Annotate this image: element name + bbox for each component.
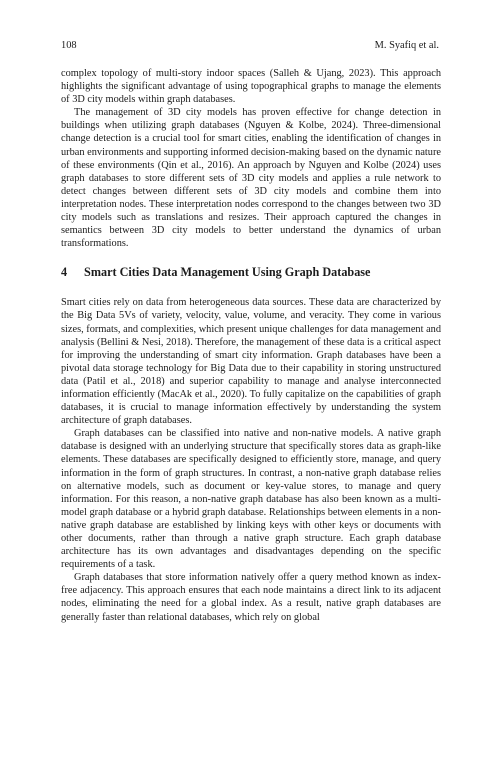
page-number: 108 [61,40,77,51]
paragraph-smart-city-data: Smart cities rely on data from heterogeneous data sources. These data are characterized by the Big Data 5Vs of variety, velocity, value, volume, and veracity. They come in various sizes, formats, and complexities, which present unique challenges for data management and analysis (Bellini & Nesi, 2018). Therefore, the management of these data is a critical aspect for improving the understanding of smart city information. Graph databases have been a pivotal data storage technology for Big Data due to their capability in storing unstructured data (Patil et al., 2018) and superior capability to manage and analyse interconnected information efficiently (MacAk et al., 2020). To fully capitalize on the capabilities of graph databases, it is crucial to manage information effectively by understanding the system architecture of graph databases. [61,297,441,427]
page-body [61,67,441,624]
running-header [61,40,439,54]
running-head-authors: M. Syafiq et al. [374,40,439,51]
paragraph-native-nonnative: Graph databases can be classified into native and non-native models. A native graph database is designed with an underlying structure that specifically stores data as graph-like elements. These databases are specifically designed to efficiently store, manage, and query information in the form of graph structures. In contrast, a non-native graph database relies on alternative models, such as document or key-value stores, to manage and query information. For this reason, a non-native graph database has also been known as a multi-model graph database or a hybrid graph database. Relationships between elements in a non-native graph database are established by linking keys with other keys or documents with other documents, rather than through a native graph structure. Each graph database architecture has its own advantages and disadvantages depending on the specific requirements of a task. [61,428,441,571]
section-title: Smart Cities Data Management Using Graph Database [84,265,371,280]
section-heading [61,264,441,280]
paragraph-topology-continuation: complex topology of multi-story indoor spaces (Salleh & Ujang, 2023). This approach highlights the significant advantage of using topographical graphs to manage the elements of 3D city models within graph databases. [61,68,441,106]
paragraph-change-detection: The management of 3D city models has proven effective for change detection in buildings when utilizing graph databases (Nguyen & Kolbe, 2024). Three-dimensional change detection is a crucial tool for smart cities, enabling the identification of changes in urban environments and supporting informed decision-making based on the dynamic nature of these environments (Qin et al., 2016). An approach by Nguyen and Kolbe (2024) uses graph databases to store different sets of 3D city models and applies a rule network to detect changes between different sets of 3D city models and combine them into interpretation nodes. These interpretation nodes correspond to the changes between two 3D city models such as translations and resizes. Their approach captured the changes in semantics between 3D city models to better understand the dynamics of urban transformations. [61,107,441,250]
section-number: 4 [61,265,68,280]
paragraph-index-free-adjacency: Graph databases that store information natively offer a query method known as index-free adjacency. This approach ensures that each node maintains a direct link to its adjacent nodes, eliminating the need for a global index. As a result, native graph databases are generally faster than relational databases, which rely on global [61,572,441,623]
